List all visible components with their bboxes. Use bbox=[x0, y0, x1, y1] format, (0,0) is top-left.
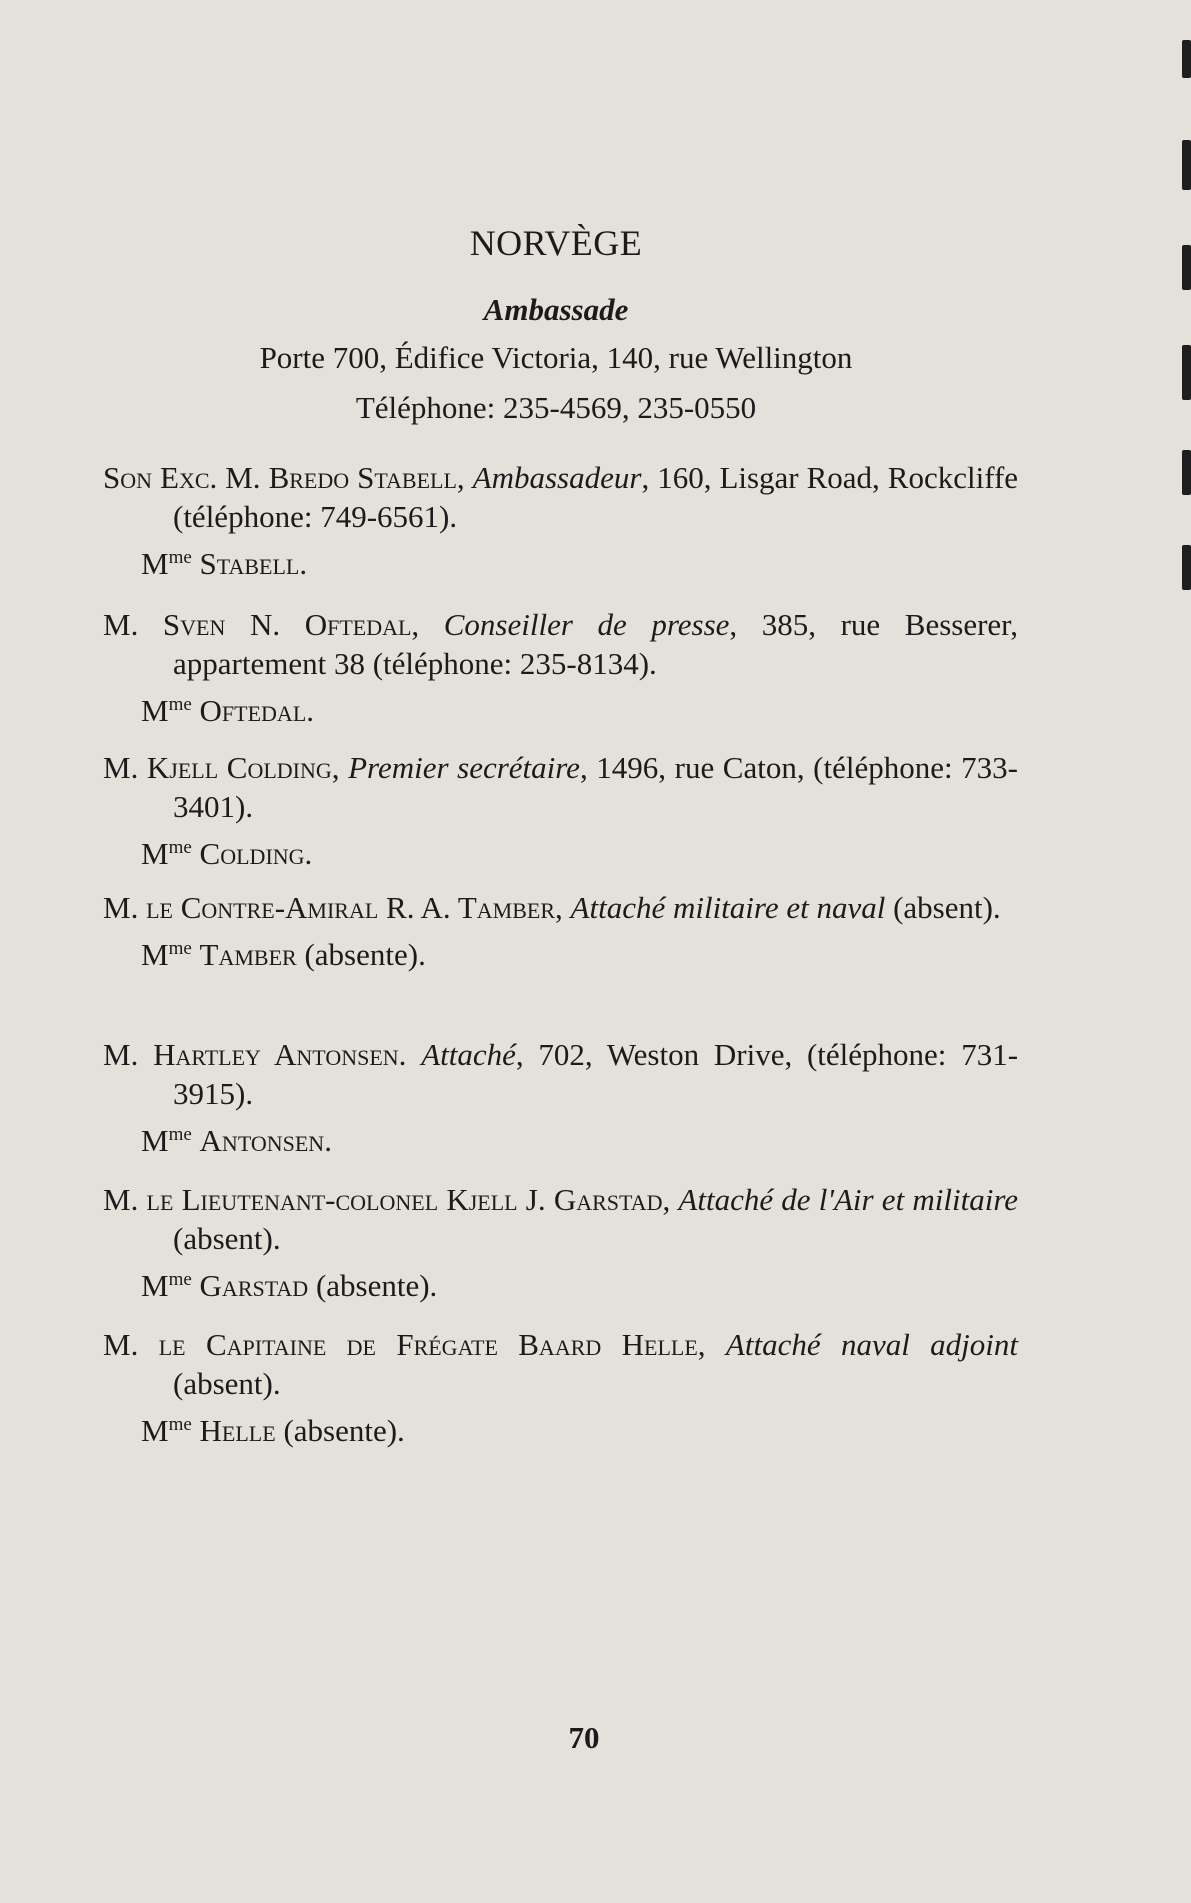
spouse-title-sup: me bbox=[168, 837, 192, 858]
spouse-name: Colding. bbox=[199, 836, 313, 871]
spouse-name: Helle bbox=[199, 1413, 276, 1448]
entry-details: (absent). bbox=[893, 890, 1001, 925]
entry-details: (absent). bbox=[173, 1366, 281, 1401]
entry-title: Attaché naval adjoint bbox=[725, 1327, 1019, 1362]
binding-edge-mark bbox=[1182, 545, 1191, 590]
entry-main-line: M. Sven N. Oftedal, Conseiller de presse, 385, rue Besserer, appartement 38 (téléphone: 235-8134). bbox=[103, 607, 1019, 681]
entry-main-line: M. le Contre-Amiral R. A. Tamber, Attaché militaire et naval (absent). bbox=[103, 890, 1001, 925]
entry-main-line: M. le Capitaine de Frégate Baard Helle, Attaché naval adjoint (absent). bbox=[103, 1327, 1019, 1401]
spouse-name: Stabell. bbox=[199, 546, 308, 581]
spouse-title: M bbox=[141, 937, 169, 972]
directory-entry bbox=[103, 1035, 1018, 1160]
entry-prefix: Son Exc. M. bbox=[103, 460, 261, 495]
spouse-title: M bbox=[141, 693, 169, 728]
entry-prefix: M. bbox=[103, 1037, 139, 1072]
spouse-title: M bbox=[141, 1123, 169, 1158]
entry-title: Attaché militaire et naval bbox=[570, 890, 886, 925]
binding-edge-mark bbox=[1182, 245, 1191, 290]
spouse-title-sup: me bbox=[168, 938, 192, 959]
entry-name: le Capitaine de Frégate Baard Helle bbox=[158, 1327, 698, 1362]
entry-name: le Contre-Amiral R. A. Tamber bbox=[146, 890, 556, 925]
entry-title: Premier secrétaire bbox=[348, 750, 580, 785]
binding-edge-mark bbox=[1182, 140, 1191, 190]
binding-edge-mark bbox=[1182, 345, 1191, 400]
spouse-title-sup: me bbox=[168, 1269, 192, 1290]
page-number: 70 bbox=[568, 1720, 600, 1755]
directory-entry bbox=[103, 1180, 1018, 1305]
entry-prefix: M. bbox=[103, 607, 139, 642]
directory-entry bbox=[103, 605, 1018, 730]
spouse-title-sup: me bbox=[168, 1414, 192, 1435]
spouse-line bbox=[103, 691, 1018, 730]
entry-title: Attaché de l'Air et militaire bbox=[678, 1182, 1019, 1217]
spouse-line bbox=[103, 1121, 1018, 1160]
country-heading: NORVÈGE bbox=[469, 223, 643, 263]
directory-entry bbox=[103, 458, 1018, 583]
entry-title: Ambassadeur bbox=[472, 460, 642, 495]
spouse-line bbox=[103, 935, 1018, 974]
entry-details: (absent). bbox=[173, 1221, 281, 1256]
entry-name: Sven N. Oftedal bbox=[162, 607, 412, 642]
spouse-note: (absente). bbox=[304, 937, 426, 972]
entry-title: Conseiller de presse bbox=[443, 607, 730, 642]
entry-details: 385, rue Besserer, appartement 38 (téléphone: 235-8134). bbox=[173, 607, 1019, 681]
spouse-note: (absente). bbox=[283, 1413, 405, 1448]
entry-prefix: M. bbox=[103, 1182, 139, 1217]
entry-title: Attaché bbox=[421, 1037, 516, 1072]
spouse-line bbox=[103, 1266, 1018, 1305]
entry-name: Kjell Colding bbox=[146, 750, 332, 785]
embassy-phone: Téléphone: 235-4569, 235-0550 bbox=[355, 390, 757, 425]
spouse-name: Antonsen. bbox=[199, 1123, 332, 1158]
spouse-line bbox=[103, 834, 1018, 873]
binding-edge-mark bbox=[1182, 40, 1191, 78]
spouse-title-sup: me bbox=[168, 694, 192, 715]
entry-details: 702, Weston Drive, (téléphone: 731-3915). bbox=[173, 1037, 1019, 1111]
entry-prefix: M. bbox=[103, 890, 139, 925]
entry-main-line: M. Hartley Antonsen. Attaché, 702, Weston Drive, (téléphone: 731-3915). bbox=[103, 1037, 1019, 1111]
spouse-name: Oftedal. bbox=[199, 693, 315, 728]
spouse-name: Tamber bbox=[199, 937, 297, 972]
entry-details: 1496, rue Caton, (téléphone: 733-3401). bbox=[173, 750, 1019, 824]
spouse-title: M bbox=[141, 836, 169, 871]
spouse-line bbox=[103, 1411, 1018, 1450]
entry-name: le Lieutenant-colonel Kjell J. Garstad bbox=[146, 1182, 663, 1217]
spouse-title-sup: me bbox=[168, 1124, 192, 1145]
entry-details: 160, Lisgar Road, Rockcliffe (téléphone: 749-6561). bbox=[173, 460, 1019, 534]
section-heading: Ambassade bbox=[483, 292, 629, 327]
entry-name: Hartley Antonsen. bbox=[153, 1037, 407, 1072]
entry-name: Bredo Stabell bbox=[268, 460, 457, 495]
spouse-title: M bbox=[141, 1413, 169, 1448]
spouse-note: (absente). bbox=[315, 1268, 438, 1303]
spouse-name: Garstad bbox=[199, 1268, 309, 1303]
entry-main-line: Son Exc. M. Bredo Stabell, Ambassadeur, 160, Lisgar Road, Rockcliffe (téléphone: 749-6561). bbox=[103, 460, 1019, 534]
binding-edge-mark bbox=[1182, 450, 1191, 495]
spouse-title: M bbox=[141, 546, 169, 581]
directory-entry bbox=[103, 888, 1018, 974]
spouse-line bbox=[103, 544, 1018, 583]
spouse-title: M bbox=[141, 1268, 169, 1303]
spouse-title-sup: me bbox=[168, 547, 192, 568]
entry-main-line: M. Kjell Colding, Premier secrétaire, 1496, rue Caton, (téléphone: 733-3401). bbox=[103, 750, 1019, 824]
embassy-address: Porte 700, Édifice Victoria, 140, rue Wellington bbox=[259, 340, 853, 375]
directory-entry bbox=[103, 1325, 1018, 1450]
entry-prefix: M. bbox=[103, 1327, 139, 1362]
entry-prefix: M. bbox=[103, 750, 139, 785]
entry-main-line: M. le Lieutenant-colonel Kjell J. Garstad, Attaché de l'Air et militaire (absent). bbox=[103, 1182, 1019, 1256]
directory-entry bbox=[103, 748, 1018, 873]
